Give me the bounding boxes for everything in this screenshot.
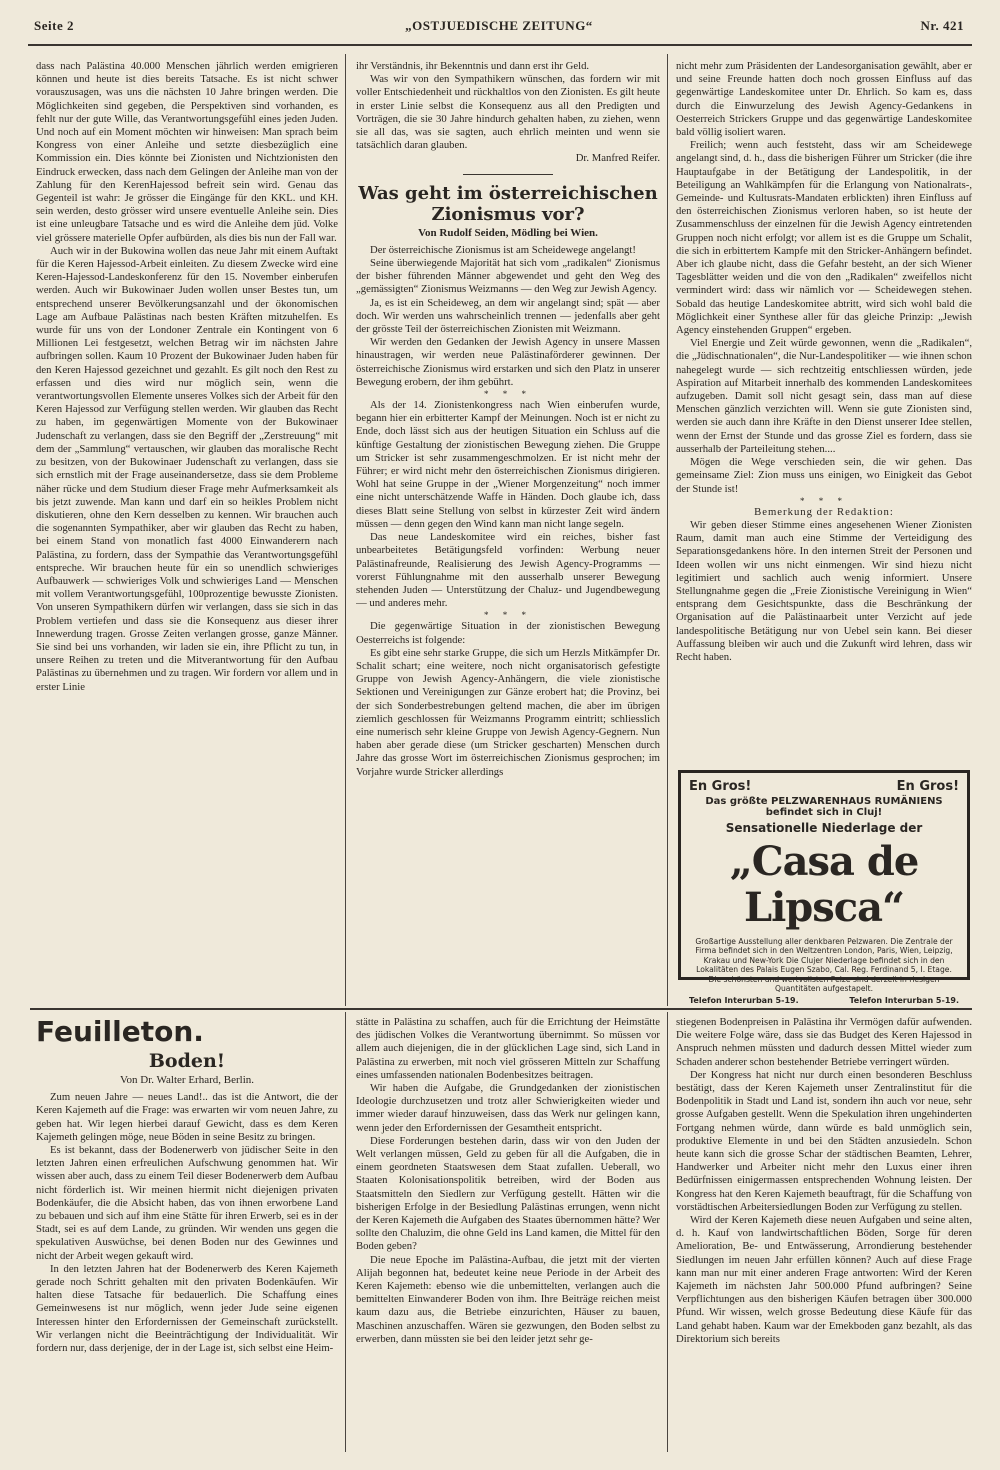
ad-line-3: Sensationelle Niederlage der — [725, 821, 923, 835]
issue-number: Nr. 421 — [920, 18, 964, 33]
advertisement-casa-de-lipsca — [678, 770, 970, 1006]
section-rule — [30, 1008, 972, 1010]
divider — [463, 174, 553, 175]
paragraph: Der österreichische Zionismus ist am Scheidewege angelangt! — [370, 243, 636, 256]
section-stars: * * * — [800, 495, 848, 506]
paragraph: stiegenen Bodenpreisen in Palästina ihr Vermögen dafür aufwenden. Die weitere Folge wäre, dass sie das Budget des Keren Hajessod in Anspruch nehmen müssten und dadurch dessen Mittel wieder zum Schaden anderer schon bestehender Betriebe verringert würden. — [676, 1016, 972, 1068]
article-column-3 — [676, 60, 972, 766]
paragraph: Der Kongress hat nicht nur durch einen besonderen Beschluss bestätigt, dass der Keren Kajemeth unser Zentralinstitut für die Bodenpolitik in Stadt und Land ist, sondern ihn auch vor neue, sehr grosse Aufgaben gestellt. Wenn die Spekulation ihren ungehinderten Fortgang nehmen würde, dann würde es bald unmöglich sein, produktive Elemente in und bei den Städten anzusiedeln. Schon heute kann sich die grosse Schar der städtischen Beamten, Lehrer, Handwerker und Arbeiter nicht mehr den Luxus einer ihren Bedürfnissen einigermassen entsprechenden Wohnung leisten. Der Kongress hat den Keren Kajemeth beauftragt, für die Schaffung von vorstädtischen Arbeitersiedlungen Boden zur Verfügung zu stellen. — [676, 1068, 972, 1213]
ad-telephone-left: Telefon Interurban 5-19. — [689, 996, 799, 1006]
column-rule — [667, 54, 668, 1006]
paragraph: Ja, es ist ein Scheideweg, an dem wir angelangt sind; spät — aber doch. Wir werden uns wahrscheinlich trennen — jedenfalls aber geht der grösste Teil der österreichischen Zionisten mit Weizmann. — [356, 296, 660, 336]
paragraph: Freilich; wenn auch feststeht, dass wir am Scheidewege angelangt sind, d. h., dass die bisherigen Führer um Stricker (die ihre Hauptaufgabe in der Betätigung der Landespolitik, in der Beteiligung an Wahlkämpfen für die Erlangung von Nationalrats-, Gemeinde- und Kultusrats-Mandaten erblickten) ihren Einfluss auf den österreichischen Zionismus verloren haben, so ist heute der Zusammenschluss der einzelnen für die Jewish Agency eintretenden Gruppen noch nicht erfolgt; vor allem ist es die Gruppe um Schalit, die sich in erbittertem Kampfe mit den Stricker-Anhängern befindet. Aber ich glaube nicht, dass die Gefahr besteht, an der sich Wiener Tagesblätter weiden und die von den „Radikalen“ zweifellos nicht vermindert wird: dass wir nämlich vor — Scheidewegen stehen. Sobald das heutige Landeskomitee abtritt, wird sich wohl bald die Möglichkeit einer Synthese aller für das gleiche Prinzip: „Jewish Agency einstehenden Gruppen“ ergeben. — [676, 139, 972, 337]
ad-body: Großartige Ausstellung aller denkbaren Pelzwaren. Die Zentrale der Firma befindet sich in den Weltzentren London, Paris, Wien, Leipzig, Krakau und New-York Die Clujer Niederlage befindet sich in den Lokalitäten des Palais Eugen Szabo, Cal. Reg. Ferdinand 5, I. Etage. Die schönsten und wertvollsten Pelze sind derzeit in riesigen Quantitäten aufgestapelt. — [695, 937, 953, 994]
paragraph: nicht mehr zum Präsidenten der Landesorganisation gewählt, aber er und seine Freunde hatten doch noch grossen Einfluss auf das gegenwärtige Landeskomitee unter Dr. Ehrlich. So kam es, dass durch die Einwurzelung des Jewish Agency-Gedankens in Oesterreich Strickers Gruppe und das gegenwärtige Landeskomitee bald völlig isoliert waren. — [676, 60, 972, 139]
ad-en-gros-left: En Gros! — [689, 779, 752, 794]
ad-line-1: Das größte PELZWARENHAUS RUMÄNIENS — [705, 796, 943, 807]
column-rule — [667, 1012, 668, 1452]
article-headline: Was geht im österreichischen Zionismus vor? — [358, 182, 658, 225]
author-signature: Dr. Manfred Reifer. — [575, 152, 660, 165]
paragraph: Die gegenwärtige Situation in der zionistischen Bewegung Oesterreichs ist folgende: — [356, 620, 660, 646]
paragraph: In den letzten Jahren hat der Bodenerwerb des Keren Kajemeth gerade noch Schritt gehalten mit den privaten Bodenkäufen. Wir halten diese Tatsache für bedauerlich. Die Schaffung eines Gemeinwesens ist nur möglich, wenn jeder Jude seine eigenen Interessen hinter den Erfordernissen der Gemeinschaft zurückstellt. Wir verlangen nicht die Beeinträchtigung der Individualität. Wir fordern nur, dass derjenige, der in der Lage ist, sich selbst eine Heim- — [36, 1262, 338, 1355]
feuilleton-byline: Von Dr. Walter Erhard, Berlin. — [119, 1074, 255, 1086]
paragraph: Wir haben die Aufgabe, die Grundgedanken der zionistischen Ideologie durchzusetzen und trotz aller Schwierigkeiten wieder und immer wieder darauf hinzuweisen, dass das Werk nur gelingen kann, wenn jeder den Erfordernissen der Gesamtheit entspricht. — [356, 1082, 660, 1134]
editorial-note-heading: Bemerkung der Redaktion: — [754, 505, 894, 518]
column-rule — [345, 1012, 346, 1452]
paragraph: Wir werden den Gedanken der Jewish Agency in unsere Massen hinaustragen, wir werden neue Palästinaförderer gewinnen. Der österreichische Zionismus wird erstarken und sich den Platz in unserer Bewegung erobern, der ihm gebührt. — [356, 336, 660, 388]
paragraph: Es ist bekannt, dass der Bodenerwerb von jüdischer Seite in den letzten Jahren einen erfreulichen Aufschwung genommen hat. Wir wissen aber auch, dass zu einem Teil dieser Bodenerwerb dem Aufbau nicht förderlich ist. Wir meinen hiermit nicht diejenigen privaten Bodenkäufer, die die Absicht haben, das von ihnen erworbene Land zu bebauen und sich auf ihm eine Stätte für ihren Erwerb, sei es in der Stadt, sei es auf dem Lande, zu gründen. Wir wenden uns gegen die spekulativen Auswüchse, bei denen Boden nur des Gewinnes und nicht der Arbeit wegen gekauft wird. — [36, 1144, 338, 1262]
paragraph: Das neue Landeskomitee wird ein reiches, bisher fast unbearbeitetes Betätigungsfeld vorfinden: Werbung neuer Palästinafreunde, Realisierung des Jewish Agency-Programms — vorerst Fühlungnahme mit den ausserhalb unserer Bewegung stehenden Juden — Unterstützung der Chaluz- und Jugendbewegung — und anderes mehr. — [356, 531, 660, 610]
feuilleton-column-2 — [356, 1016, 660, 1456]
paragraph: Es gibt eine sehr starke Gruppe, die sich um Herzls Mitkämpfer Dr. Schalit schart; eine weitere, noch nicht organisatorisch gefestigte Gruppe von Jewish Agency-Anhängern, die viele zionistische Sektionen und Vereinigungen zur Gänze erobert hat; die Provinz, bei der sich Sonderbestrebungen geltend machen, die aber im übrigen ziemlich geschlossen für Weizmanns Programm eintritt; schliesslich eine numerisch sehr kleine Gruppe von Jewish Agency-Gegnern. Nun haben aber gerade diese (um Stricker gescharten) Menschen durch Jahre das grosse Wort im österreichischen Zionismus gesprochen; im Vorjahre wurde Stricker allerdings — [356, 646, 660, 778]
page-number: Seite 2 — [34, 18, 74, 33]
column-rule — [345, 54, 346, 1006]
feuilleton-column-3 — [676, 1016, 972, 1456]
section-stars: * * * — [484, 389, 532, 400]
paragraph: Viel Energie und Zeit würde gewonnen, wenn die „Radikalen“, die „Jüdischnationalen“, die Nur-Landespolitiker — wie ihnen schon nahegelegt wurde — sich rechtzeitig entschliessen würden, jede Aspiration auf Mitarbeit innerhalb des kommenden Landeskomitees aufzugeben. Damit soll nicht gesagt sein, dass man auf diese Menschen gänzlich verzichten will. Wenn sie gute Zionisten sind, werden sie auch dann ihre Kräfte in den Dienst unserer Idee stellen, wenn der Ernst der Stunde und das grosse Ziel es fordern, dass sie ausserhalb der Parteileitung stehen.... — [676, 337, 972, 455]
masthead: „OSTJUEDISCHE ZEITUNG“ — [405, 18, 593, 33]
paragraph: Auch wir in der Bukowina wollen das neue Jahr mit einem Auftakt für die Keren Hajessod-Arbeit einleiten. Zu diesem Zwecke wird eine Keren-Hajessod-Landeskonferenz für den 15. November einberufen werden. Auch wir Bukowinaer Juden wollen unser Bestes tun, um entsprechend unserer Bevölkerungsanzahl und der ökonomischen Lage am Aufbaue Palästinas nach besten Kräften mitzuhelfen. Es wurde für uns von der Londoner Zentrale ein Kontingent von 6 Millionen Lei festgesetzt, welchen Betrag wir im nächsten Jahre aufbringen sollen. Kaum 10 Prozent der Bukowinaer Juden haben für den Keren Hajessod gezeichnet und gezahlt. Es gilt noch den Rest zu erfassen und dies wird nur möglich sein, wenn die verantwortungsvollen Elemente unseres Volkes sich der Arbeit für den Keren Hajessod zur Verfügung stellen werden. Wir glauben das Recht zu haben, im gegenwärtigen Momente von der Bukowinaer Judenschaft zu verlangen, dass sie den Begriff der „Zerstreuung“ mit dem der „Sammlung“ vertauschen, wir glauben das moralische Recht zu besitzen, von der Bukowinaer Judenschaft zu verlangen, dass sie sich ernstlich mit der Frage auseinandersetze, dass sie dem Probleme näher rücke und dem Studium dieser Frage mehr Aufmerksamkeit als bis jetzt zuwende. Man kann und darf ein so heikles Problem nicht diskutieren, ohne den Kern desselben zu kennen. Wir brauchen auch die sogenannten Sympathiker, aber wir glauben das Recht zu haben, bei einem Stand von monatlich fast 4000 Einwanderern nach Palästina, zu fordern, dass der Sympathie das Verantwortungsgefühl entspreche. Wir brauchen heute für ein so unendlich schwieriges Aufbauwerk — schwieriges Volk und schwieriges Land — Menschen mit vollem Verantwortungsgefühl, 100prozentige bewusste Zionisten. Von unseren Sympathikern dürfen wir verlangen, dass sie sich in das Problem vertiefen und dass sie die Konsequenz aus dieser ihrer Innewerdung tragen. Grosse Zeiten verlangen grosse, ganze Männer. Sie sind bei uns vorhanden, wir laden sie ein, ihre Pflicht zu tun, in unsere Reihen zu treten und die Mitverantwortung für den Aufbau Palästinas zu übernehmen und zu tragen. Wir fordern vor allem und in erster Linie — [36, 244, 338, 693]
paragraph: ihr Verständnis, ihr Bekenntnis und dann erst ihr Geld. — [356, 60, 590, 72]
paragraph: Als der 14. Zionistenkongress nach Wien einberufen wurde, begann hier ein erbitterter Kampf der Meinungen. Noch ist er nicht zu Ende, doch lässt sich aus der heutigen Situation ein Schluss auf die künftige Gestaltung der zionistischen Bewegung ziehen. Die Gruppe um Stricker ist sehr zusammengeschmolzen. Er ist nicht mehr der Führer; er wird nicht mehr den österreichischen Zionismus dirigieren. Wohl hat seine Gruppe in der „Wiener Morgenzeitung“ noch immer eine nicht unterschätzende Waffe in Händen. Doch glaube ich, dass dieses Blatt seine Stellung von selbst in kürzester Zeit wird ändern müssen — denn gegen den Wind kann man nicht lange segeln. — [356, 399, 660, 530]
paragraph: Wird der Keren Kajemeth diese neuen Aufgaben und seine alten, d. h. Kauf von landwirtschaftlichen Böden, Sorge für deren Amelioration, Be- und Entwässerung, Arrondierung bestehender Siedlungen im neuen Jahr erfüllen können? Auch auf diese Frage kann man nur mit einer anderen Frage antworten: Wird der Keren Kajemeth im nächsten Jahr 500.000 Pfund aufbringen? Seine Verpflichtungen aus den bisherigen Käufen betragen über 300.000 Pfund. Wir wissen, welch grosse Bedeutung diese Käufe für das Land gehabt haben. Kaum war der Emekboden ganz bezahlt, als das Direktorium sich bereits — [676, 1214, 972, 1345]
ad-telephone-row — [689, 996, 959, 1005]
editorial-note: Wir geben dieser Stimme eines angesehenen Wiener Zionisten Raum, damit man auch eine Stimme der Verteidigung des Separationsgedankens höre. In den internen Streit der Personen und Ideen wollen wir uns nicht einmengen. Wir sind hiezu nicht legitimiert und sachlich auch wenig informiert. Unsere Stellungnahme gegen die „Freie Zionistische Vereinigung in Wien“ entsprang dem Gesichtspunkte, dass die Beschränkung der Organisation auf die Palästinaarbeit unter Verzicht auf jede landespolitische Betätigung nur von Uebel sein kann. Bei dieser Auffassung bleiben wir auch und die Zukunft wird lehren, dass wir Recht haben. — [676, 518, 972, 663]
ad-telephone-right: Telefon Interurban 5-19. — [849, 996, 959, 1006]
paragraph: Zum neuen Jahre — neues Land!.. das ist die Antwort, die der Keren Kajemeth auf die Frage: was erwarten wir vom neuen Jahre, zu geben hat. Wir legen hierbei darauf Gewicht, dass es dem Keren Kajemeth gelingen möge, neue Böden in seine Besitz zu bringen. — [36, 1091, 338, 1143]
paragraph: Seine überwiegende Majorität hat sich vom „radikalen“ Zionismus der bisher führenden Männer abgewendet und geht den Weg des „gemässigten“ Zionismus Weizmanns — den Weg zur Jewish Agency. — [356, 257, 660, 296]
article-column-2 — [356, 60, 660, 1005]
paragraph: Mögen die Wege verschieden sein, die wir gehen. Das gemeinsame Ziel: Zion muss uns einigen, wo Einigkeit das Gebot der Stunde ist! — [676, 456, 972, 495]
page-header — [34, 18, 964, 40]
feuilleton-title: Boden! — [148, 1050, 226, 1072]
article-column-1 — [36, 60, 338, 1005]
paragraph: stätte in Palästina zu schaffen, auch für die Errichtung der Heimstätte des jüdischen Volkes die Verantwortung übernimmt. So müssen vor allem auch diejenigen, die in der glücklichen Lage sind, sich Land in Palästina zu erwerben, mit noch viel grösseren Mitteln zur Schaffung eines umfassenden nationalen Bodenbesitzes beitragen. — [356, 1016, 660, 1081]
feuilleton-label: Feuilleton. — [36, 1016, 204, 1048]
ad-brand: „Casa de Lipsca“ — [729, 838, 919, 931]
ad-top-row — [689, 779, 959, 794]
paragraph: Was wir von den Sympathikern wünschen, das fordern wir mit voller Entschiedenheit und rückhaltlos von den Zionisten. Es gilt heute in erster Linie selbst die Konsequenz aus all den Predigten und Vorträgen, die sie 30 Jahre hindurch gehalten haben, zu ziehen, wenn sie all das, was sie sagten, auch ehrlich meinten und wenn sie tatsächlich daran glauben. — [356, 73, 660, 152]
paragraph: dass nach Palästina 40.000 Menschen jährlich werden emigrieren können und heute ist dies bereits Tatsache. Es ist nicht schwer vorauszusagen, was uns die nächsten 10 Jahre bringen werden. Die Möglichkeiten sind gegeben, die Perspektiven sind vorhanden, es fehlt nur der gute Wille, das Verantwortungsgefühl eines jeden Juden. Und noch auf ein Moment möchten wir hinweisen: Man sprach beim Kongress von einer Anleihe und setzte diesbezüglich eine Kommission ein. Dies könnte bei Zionisten und Nichtzionisten den Eindruck erwecken, dass nach dem Gelingen der Anleihe man von der Zahlung für den KerenHajessod befreit sein wird. Genau das Gegenteil ist wahr: Je grösser die Eingänge für den KKL. und KH. sein werden, desto grösser wird unsere eventuelle Anleihe sein. Dies ist eine unleugbare Tatsache und es wird die Anleihe dem jüd. Volke viel grössere materielle Opfer aufbürden, als dies bis nun der Fall war. — [36, 60, 338, 244]
ad-en-gros-right: En Gros! — [896, 779, 959, 794]
section-stars: * * * — [484, 610, 532, 621]
paragraph: Die neue Epoche im Palästina-Aufbau, die jetzt mit der vierten Alijah begonnen hat, bedeutet keine neue Periode in der Arbeit des Keren Kajemeth: ebenso wie die unbemittelten, verlangen auch die bemittelten Einwanderer Boden von ihm. Ihre Beiträge reichen meist kaum dazu aus, die Betriebe einzurichten, Häuser zu bauen, Maschinen anzuschaffen. Wären sie gezwungen, den Boden selbst zu erwerben, dann müssten sie bei den leider jetzt sehr ge- — [356, 1253, 660, 1345]
feuilleton-column — [36, 1016, 338, 1456]
header-rule — [28, 44, 972, 46]
article-byline: Von Rudolf Seiden, Mödling bei Wien. — [418, 226, 598, 239]
paragraph: Diese Forderungen bestehen darin, dass wir von den Juden der Welt verlangen müssen, Geld zu geben für all die Aufgaben, die in einem geordneten Staatswesen dem Staat zufallen. Ueberall, wo Staaten Kolonisationspolitik betreiben, wird der Boden aus Staatsmitteln den Siedlern zur Verfügung gestellt. Hätten wir die bisherigen Erfolge in der Besiedlung Palästinas errungen, wenn nicht der Keren Kajemeth die Aufgaben des Staates übernommen hätte? Wer sollte den Chaluzim, die ohne Geld ins Land kamen, die Mittel für den Boden geben? — [356, 1134, 660, 1253]
ad-line-2: befindet sich in Cluj! — [765, 807, 883, 818]
